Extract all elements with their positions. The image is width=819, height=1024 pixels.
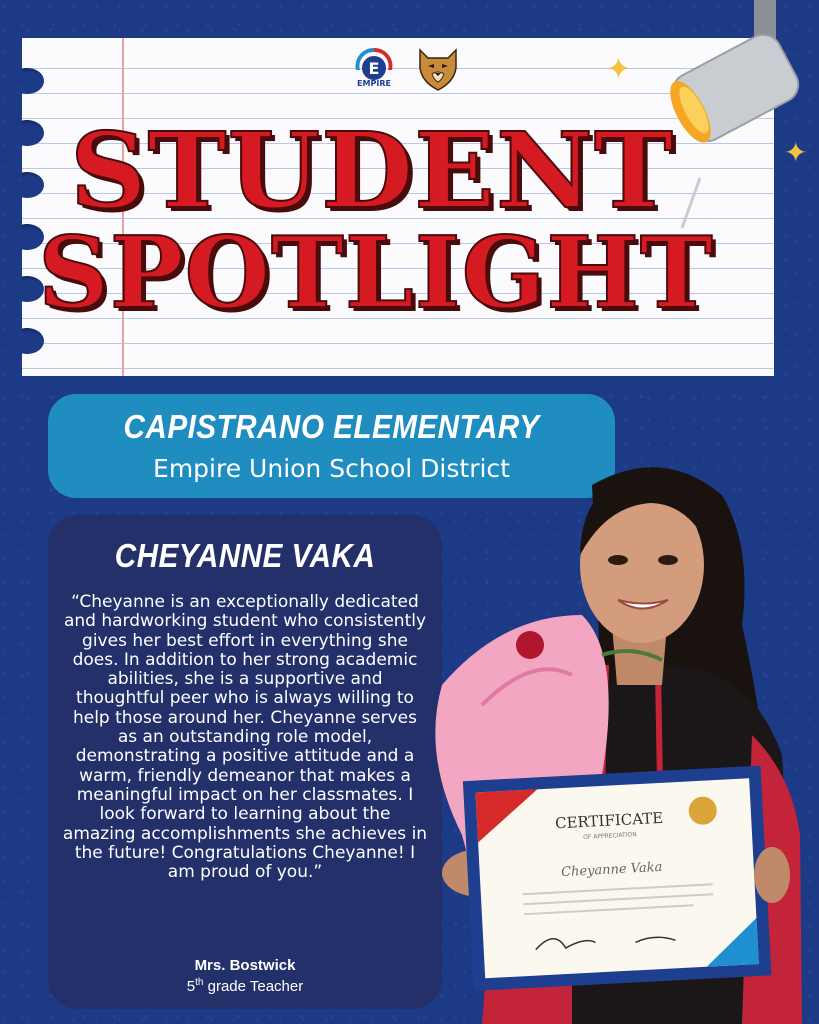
sparkle-icon: ✦ xyxy=(606,52,632,87)
teacher-quote: “Cheyanne is an exceptionally dedicated and hardworking student who consistently gives her best effort in everything she does. In addition to her strong academic abilities, she is a supportive and thoughtful peer who is always willing to help those around her. Cheyanne serves as an outstanding role model, demonstrating a positive attitude and a warm, friendly demeanor that makes a meaningful impact on her classmates. I look forward to learning about the amazing accomplishments she achieves in the future! Congratulations Cheyanne! I am proud of you.” xyxy=(62,592,428,883)
student-card xyxy=(48,515,442,1009)
spotlight-icon xyxy=(660,0,819,240)
grade-number: 5 xyxy=(186,978,196,995)
binder-hole xyxy=(22,68,44,94)
certificate-subtitle: OF APPRECIATION xyxy=(582,831,637,841)
certificate-title: CERTIFICATE xyxy=(554,808,664,833)
title-line-1: STUDENT xyxy=(70,109,674,232)
sparkle-icon: ✦ xyxy=(784,136,808,169)
empire-logo-icon xyxy=(352,42,396,90)
binder-hole xyxy=(22,328,44,354)
teacher-role xyxy=(48,977,442,995)
district-name: Empire Union School District xyxy=(153,454,510,483)
cougar-mascot-icon xyxy=(414,42,462,92)
teacher-name: Mrs. Bostwick xyxy=(194,957,296,974)
logo-letter: E xyxy=(368,59,380,78)
student-name: CHEYANNE VAKA xyxy=(114,537,376,574)
grade-suffix: th xyxy=(195,977,204,988)
title-line-2: SPOTLIGHT xyxy=(38,216,714,331)
certificate-recipient: Cheyanne Vaka xyxy=(560,859,663,881)
role-text: grade Teacher xyxy=(203,978,304,995)
student-photo xyxy=(422,455,819,1024)
logo-text: EMPIRE xyxy=(357,79,391,88)
school-name: CAPISTRANO ELEMENTARY xyxy=(123,408,540,445)
